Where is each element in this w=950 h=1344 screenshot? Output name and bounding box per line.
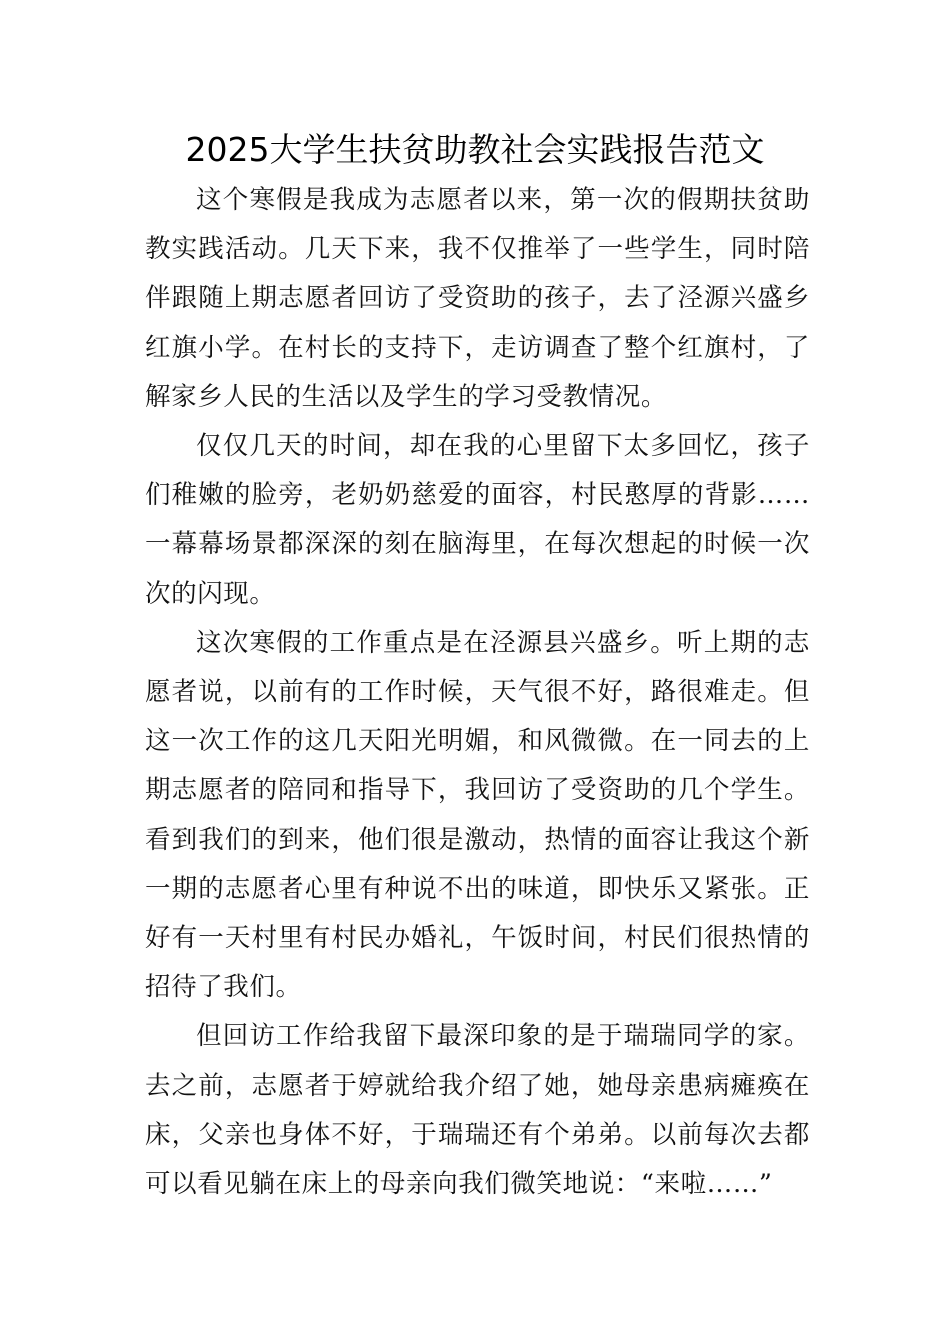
document-body	[145, 176, 810, 1209]
paragraph-3: 这次寒假的工作重点是在泾源县兴盛乡。听上期的志愿者说，以前有的工作时候，天气很不好，路很难走。但这一次工作的这几天阳光明媚，和风微微。在一同去的上期志愿者的陪同和指导下，我回访了受资助的几个学生。看到我们的到来，他们很是激动，热情的面容让我这个新一期的志愿者心里有种说不出的味道，即快乐又紧张。正好有一天村里有村民办婚礼，午饭时间，村民们很热情的招待了我们。	[145, 627, 810, 1003]
paragraph-2: 仅仅几天的时间，却在我的心里留下太多回忆，孩子们稚嫩的脸旁，老奶奶慈爱的面容，村民憨厚的背影……一幕幕场景都深深的刻在脑海里，在每次想起的时候一次次的闪现。	[145, 431, 810, 609]
paragraph-1: 这个寒假是我成为志愿者以来，第一次的假期扶贫助教实践活动。几天下来，我不仅推举了一些学生，同时陪伴跟随上期志愿者回访了受资助的孩子，去了泾源兴盛乡红旗小学。在村长的支持下，走访调查了整个红旗村，了解家乡人民的生活以及学生的学习受教情况。	[145, 185, 810, 412]
document-title: 2025大学生扶贫助教社会实践报告范文	[185, 130, 765, 169]
paragraph-4: 但回访工作给我留下最深印象的是于瑞瑞同学的家。去之前，志愿者于婷就给我介绍了她，她母亲患病瘫痪在床，父亲也身体不好，于瑞瑞还有个弟弟。以前每次去都可以看见躺在床上的母亲向我们微笑地说：“来啦……”	[145, 1021, 810, 1200]
